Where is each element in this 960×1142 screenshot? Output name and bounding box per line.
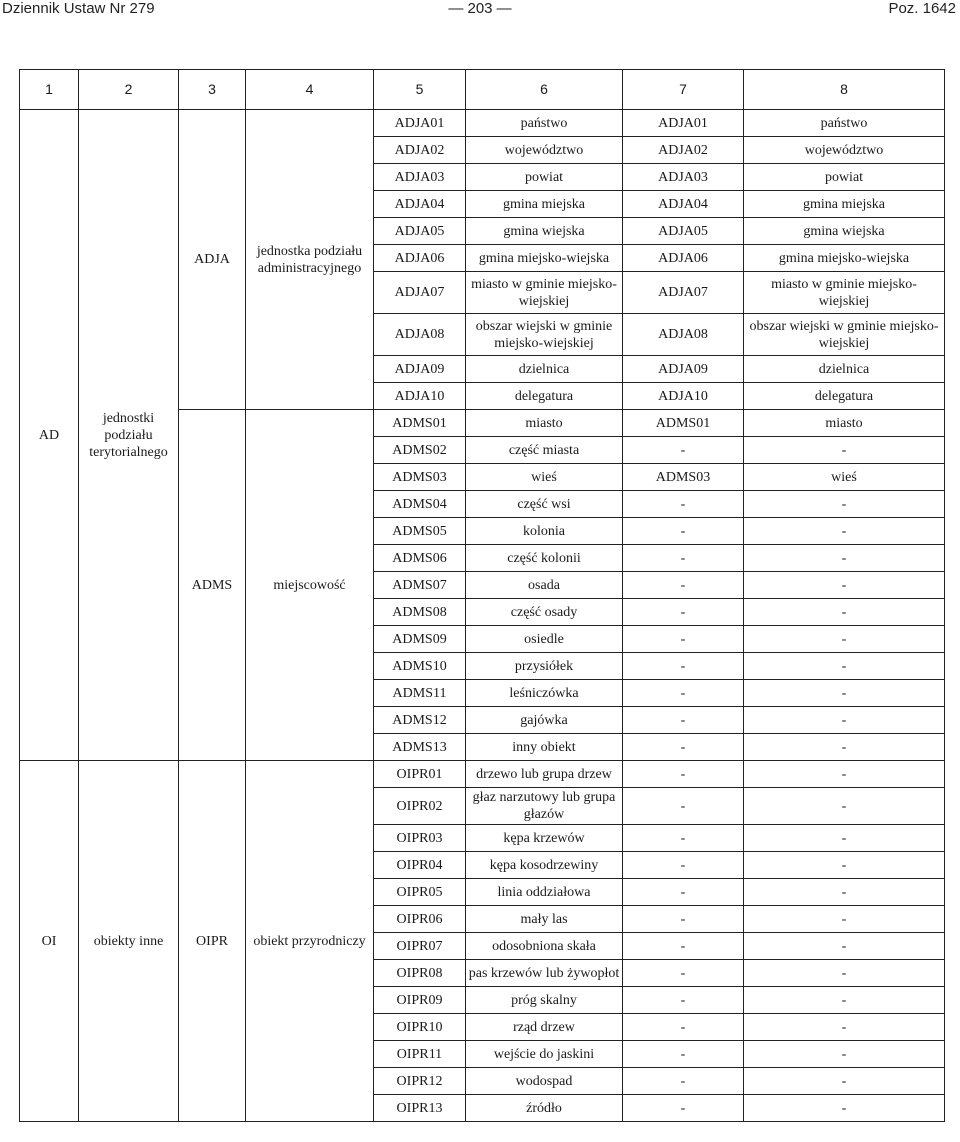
classification-table <box>19 69 945 1122</box>
mapped-code-cell: - <box>623 987 744 1014</box>
mapped-name-cell: - <box>744 545 945 572</box>
object-name-cell: odosobniona skała <box>466 933 623 960</box>
mapped-name-cell: - <box>744 933 945 960</box>
mapped-code-cell: - <box>623 653 744 680</box>
object-code-cell: ADMS08 <box>374 599 466 626</box>
mapped-code-cell: - <box>623 707 744 734</box>
object-code-cell: OIPR07 <box>374 933 466 960</box>
object-code-cell: ADJA05 <box>374 218 466 245</box>
subgroup-code-cell: OIPR <box>179 761 246 1122</box>
object-code-cell: ADMS07 <box>374 572 466 599</box>
column-header: 8 <box>744 70 945 110</box>
object-name-cell: kępa kosodrzewiny <box>466 852 623 879</box>
subgroup-name-cell: jednostka podziału administracyjnego <box>246 110 374 410</box>
object-name-cell: gmina miejsko-wiejska <box>466 245 623 272</box>
table-body <box>20 110 945 1122</box>
mapped-name-cell: - <box>744 1014 945 1041</box>
subgroup-code-cell: ADJA <box>179 110 246 410</box>
object-name-cell: przysiółek <box>466 653 623 680</box>
object-code-cell: ADJA08 <box>374 314 466 356</box>
object-code-cell: OIPR04 <box>374 852 466 879</box>
mapped-code-cell: - <box>623 788 744 825</box>
object-code-cell: ADMS02 <box>374 437 466 464</box>
mapped-code-cell: ADJA10 <box>623 383 744 410</box>
column-header: 1 <box>20 70 79 110</box>
mapped-code-cell: - <box>623 680 744 707</box>
object-code-cell: OIPR03 <box>374 825 466 852</box>
mapped-name-cell: delegatura <box>744 383 945 410</box>
page-number: — 203 — <box>448 0 512 17</box>
mapped-code-cell: - <box>623 879 744 906</box>
mapped-name-cell: gmina wiejska <box>744 218 945 245</box>
column-header: 3 <box>179 70 246 110</box>
mapped-code-cell: ADJA08 <box>623 314 744 356</box>
mapped-code-cell: - <box>623 825 744 852</box>
object-name-cell: głaz narzutowy lub grupa głazów <box>466 788 623 825</box>
object-name-cell: linia oddziałowa <box>466 879 623 906</box>
mapped-code-cell: - <box>623 933 744 960</box>
column-header: 6 <box>466 70 623 110</box>
object-name-cell: obszar wiejski w gminie miejsko-wiejskiej <box>466 314 623 356</box>
object-code-cell: OIPR05 <box>374 879 466 906</box>
mapped-name-cell: - <box>744 599 945 626</box>
object-name-cell: osada <box>466 572 623 599</box>
object-code-cell: OIPR06 <box>374 906 466 933</box>
mapped-name-cell: - <box>744 626 945 653</box>
object-code-cell: ADJA03 <box>374 164 466 191</box>
mapped-code-cell: - <box>623 960 744 987</box>
object-code-cell: ADMS04 <box>374 491 466 518</box>
mapped-code-cell: ADMS01 <box>623 410 744 437</box>
mapped-code-cell: - <box>623 761 744 788</box>
mapped-code-cell: - <box>623 1068 744 1095</box>
column-header: 2 <box>79 70 179 110</box>
object-name-cell: leśniczówka <box>466 680 623 707</box>
object-code-cell: ADMS10 <box>374 653 466 680</box>
object-code-cell: OIPR12 <box>374 1068 466 1095</box>
object-name-cell: wieś <box>466 464 623 491</box>
group-code-cell: AD <box>20 110 79 761</box>
mapped-code-cell: ADJA01 <box>623 110 744 137</box>
mapped-code-cell: ADJA06 <box>623 245 744 272</box>
subgroup-name-cell: obiekt przyrodniczy <box>246 761 374 1122</box>
mapped-name-cell: miasto w gminie miejsko-wiejskiej <box>744 272 945 314</box>
mapped-name-cell: obszar wiejski w gminie miejsko-wiejskiej <box>744 314 945 356</box>
mapped-name-cell: powiat <box>744 164 945 191</box>
mapped-code-cell: - <box>623 852 744 879</box>
object-name-cell: część osady <box>466 599 623 626</box>
object-code-cell: ADJA09 <box>374 356 466 383</box>
mapped-name-cell: gmina miejska <box>744 191 945 218</box>
mapped-code-cell: - <box>623 906 744 933</box>
mapped-name-cell: - <box>744 707 945 734</box>
object-code-cell: ADMS06 <box>374 545 466 572</box>
mapped-name-cell: - <box>744 825 945 852</box>
object-name-cell: powiat <box>466 164 623 191</box>
object-name-cell: osiedle <box>466 626 623 653</box>
object-name-cell: wodospad <box>466 1068 623 1095</box>
group-code-cell: OI <box>20 761 79 1122</box>
mapped-name-cell: - <box>744 906 945 933</box>
object-code-cell: ADMS05 <box>374 518 466 545</box>
mapped-code-cell: - <box>623 626 744 653</box>
journal-title: Dziennik Ustaw Nr 279 <box>2 0 155 17</box>
mapped-name-cell: państwo <box>744 110 945 137</box>
object-name-cell: inny obiekt <box>466 734 623 761</box>
object-code-cell: ADJA01 <box>374 110 466 137</box>
object-name-cell: kolonia <box>466 518 623 545</box>
mapped-name-cell: wieś <box>744 464 945 491</box>
object-name-cell: próg skalny <box>466 987 623 1014</box>
object-code-cell: OIPR13 <box>374 1095 466 1122</box>
mapped-code-cell: - <box>623 545 744 572</box>
subgroup-name-cell: miejscowość <box>246 410 374 761</box>
object-code-cell: OIPR08 <box>374 960 466 987</box>
mapped-code-cell: ADMS03 <box>623 464 744 491</box>
group-name-cell: obiekty inne <box>79 761 179 1122</box>
mapped-code-cell: - <box>623 437 744 464</box>
object-name-cell: źródło <box>466 1095 623 1122</box>
object-code-cell: ADMS01 <box>374 410 466 437</box>
object-name-cell: część miasta <box>466 437 623 464</box>
object-code-cell: ADMS03 <box>374 464 466 491</box>
object-name-cell: delegatura <box>466 383 623 410</box>
object-name-cell: województwo <box>466 137 623 164</box>
object-name-cell: miasto <box>466 410 623 437</box>
object-code-cell: ADMS12 <box>374 707 466 734</box>
mapped-name-cell: - <box>744 491 945 518</box>
mapped-code-cell: - <box>623 599 744 626</box>
object-name-cell: część kolonii <box>466 545 623 572</box>
mapped-name-cell: - <box>744 680 945 707</box>
mapped-code-cell: - <box>623 572 744 599</box>
mapped-code-cell: - <box>623 1095 744 1122</box>
mapped-code-cell: ADJA02 <box>623 137 744 164</box>
object-name-cell: gmina miejska <box>466 191 623 218</box>
mapped-code-cell: ADJA05 <box>623 218 744 245</box>
mapped-name-cell: dzielnica <box>744 356 945 383</box>
mapped-name-cell: - <box>744 1095 945 1122</box>
mapped-name-cell: - <box>744 1068 945 1095</box>
mapped-code-cell: ADJA04 <box>623 191 744 218</box>
table-row <box>20 110 945 137</box>
mapped-name-cell: - <box>744 572 945 599</box>
subgroup-code-cell: ADMS <box>179 410 246 761</box>
mapped-name-cell: - <box>744 879 945 906</box>
object-name-cell: wejście do jaskini <box>466 1041 623 1068</box>
object-code-cell: OIPR01 <box>374 761 466 788</box>
object-code-cell: ADMS11 <box>374 680 466 707</box>
mapped-name-cell: - <box>744 761 945 788</box>
object-code-cell: ADJA07 <box>374 272 466 314</box>
object-code-cell: ADJA10 <box>374 383 466 410</box>
mapped-name-cell: - <box>744 518 945 545</box>
mapped-name-cell: - <box>744 653 945 680</box>
object-name-cell: drzewo lub grupa drzew <box>466 761 623 788</box>
mapped-name-cell: - <box>744 788 945 825</box>
object-code-cell: OIPR02 <box>374 788 466 825</box>
mapped-name-cell: województwo <box>744 137 945 164</box>
object-code-cell: ADMS13 <box>374 734 466 761</box>
mapped-code-cell: - <box>623 1014 744 1041</box>
object-code-cell: ADMS09 <box>374 626 466 653</box>
mapped-code-cell: - <box>623 491 744 518</box>
mapped-name-cell: - <box>744 987 945 1014</box>
column-header: 4 <box>246 70 374 110</box>
object-code-cell: ADJA06 <box>374 245 466 272</box>
mapped-name-cell: - <box>744 437 945 464</box>
column-header-row <box>20 70 945 110</box>
group-name-cell: jednostki podziału terytorialnego <box>79 110 179 761</box>
mapped-code-cell: - <box>623 734 744 761</box>
object-name-cell: pas krzewów lub żywopłot <box>466 960 623 987</box>
column-header: 7 <box>623 70 744 110</box>
mapped-name-cell: - <box>744 852 945 879</box>
object-code-cell: ADJA04 <box>374 191 466 218</box>
table-row <box>20 761 945 788</box>
object-name-cell: dzielnica <box>466 356 623 383</box>
object-name-cell: rząd drzew <box>466 1014 623 1041</box>
object-name-cell: gajówka <box>466 707 623 734</box>
object-name-cell: mały las <box>466 906 623 933</box>
object-code-cell: OIPR09 <box>374 987 466 1014</box>
position-number: Poz. 1642 <box>888 0 956 17</box>
mapped-name-cell: - <box>744 734 945 761</box>
mapped-code-cell: ADJA03 <box>623 164 744 191</box>
mapped-name-cell: - <box>744 960 945 987</box>
mapped-code-cell: ADJA09 <box>623 356 744 383</box>
object-name-cell: kępa krzewów <box>466 825 623 852</box>
mapped-code-cell: - <box>623 1041 744 1068</box>
object-name-cell: część wsi <box>466 491 623 518</box>
object-code-cell: OIPR11 <box>374 1041 466 1068</box>
column-header: 5 <box>374 70 466 110</box>
object-name-cell: miasto w gminie miejsko-wiejskiej <box>466 272 623 314</box>
object-code-cell: OIPR10 <box>374 1014 466 1041</box>
mapped-name-cell: gmina miejsko-wiejska <box>744 245 945 272</box>
object-name-cell: państwo <box>466 110 623 137</box>
object-code-cell: ADJA02 <box>374 137 466 164</box>
mapped-code-cell: ADJA07 <box>623 272 744 314</box>
mapped-code-cell: - <box>623 518 744 545</box>
mapped-name-cell: - <box>744 1041 945 1068</box>
object-name-cell: gmina wiejska <box>466 218 623 245</box>
mapped-name-cell: miasto <box>744 410 945 437</box>
